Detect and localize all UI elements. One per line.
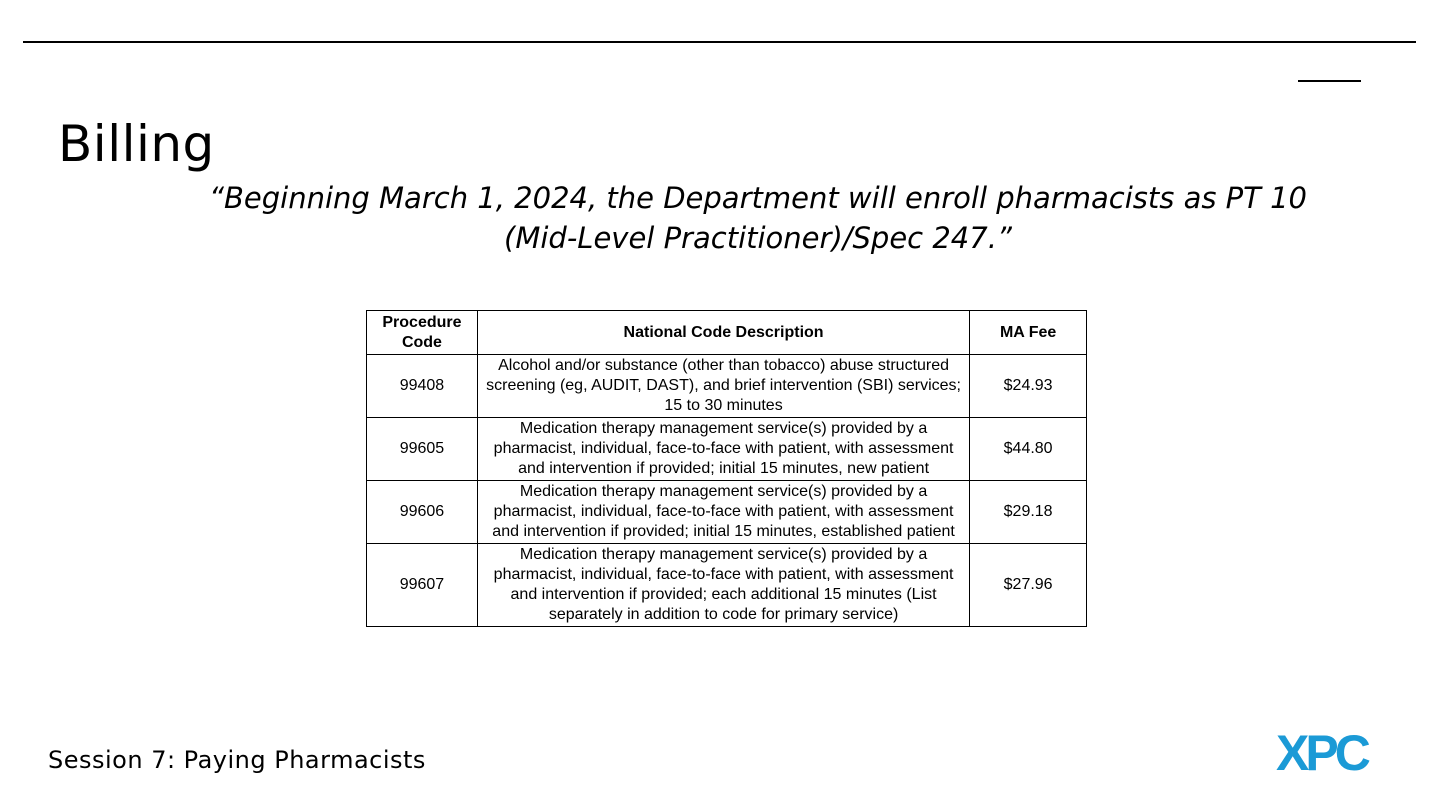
procedure-code-cell: 99605 — [367, 418, 478, 481]
policy-quote: “Beginning March 1, 2024, the Department will enroll pharmacists as PT 10 (Mid-Level Practitioner)/Spec 247.” — [208, 181, 1307, 255]
header-procedure-code: Procedure Code — [367, 311, 478, 355]
session-footer: Session 7: Paying Pharmacists — [48, 746, 426, 774]
table-row — [367, 418, 1087, 481]
xpc-logo — [1276, 726, 1380, 776]
fee-cell: $44.80 — [970, 418, 1087, 481]
xpc-logo-text: XPC — [1276, 726, 1367, 776]
top-divider — [23, 41, 1416, 43]
fee-schedule-table — [366, 310, 1087, 627]
table-row — [367, 355, 1087, 418]
table-row — [367, 481, 1087, 544]
procedure-code-cell: 99408 — [367, 355, 478, 418]
description-cell: Medication therapy management service(s) provided by a pharmacist, individual, face-to-face with patient, with assessment and intervention if provided; initial 15 minutes, established patient — [477, 481, 969, 544]
procedure-code-cell: 99606 — [367, 481, 478, 544]
description-cell: Medication therapy management service(s) provided by a pharmacist, individual, face-to-face with patient, with assessment and intervention if provided; initial 15 minutes, new patient — [477, 418, 969, 481]
accent-divider — [1298, 80, 1361, 82]
procedure-code-cell: 99607 — [367, 544, 478, 627]
table-header-row — [367, 311, 1087, 355]
header-description: National Code Description — [477, 311, 969, 355]
description-cell: Alcohol and/or substance (other than tobacco) abuse structured screening (eg, AUDIT, DAST), and brief intervention (SBI) services; 15 to 30 minutes — [477, 355, 969, 418]
fee-cell: $29.18 — [970, 481, 1087, 544]
slide-title: Billing — [58, 114, 215, 173]
fee-cell: $24.93 — [970, 355, 1087, 418]
description-cell: Medication therapy management service(s) provided by a pharmacist, individual, face-to-face with patient, with assessment and intervention if provided; each additional 15 minutes (List separately in addition to code for primary service) — [477, 544, 969, 627]
fee-cell: $27.96 — [970, 544, 1087, 627]
table-row — [367, 544, 1087, 627]
header-ma-fee: MA Fee — [970, 311, 1087, 355]
